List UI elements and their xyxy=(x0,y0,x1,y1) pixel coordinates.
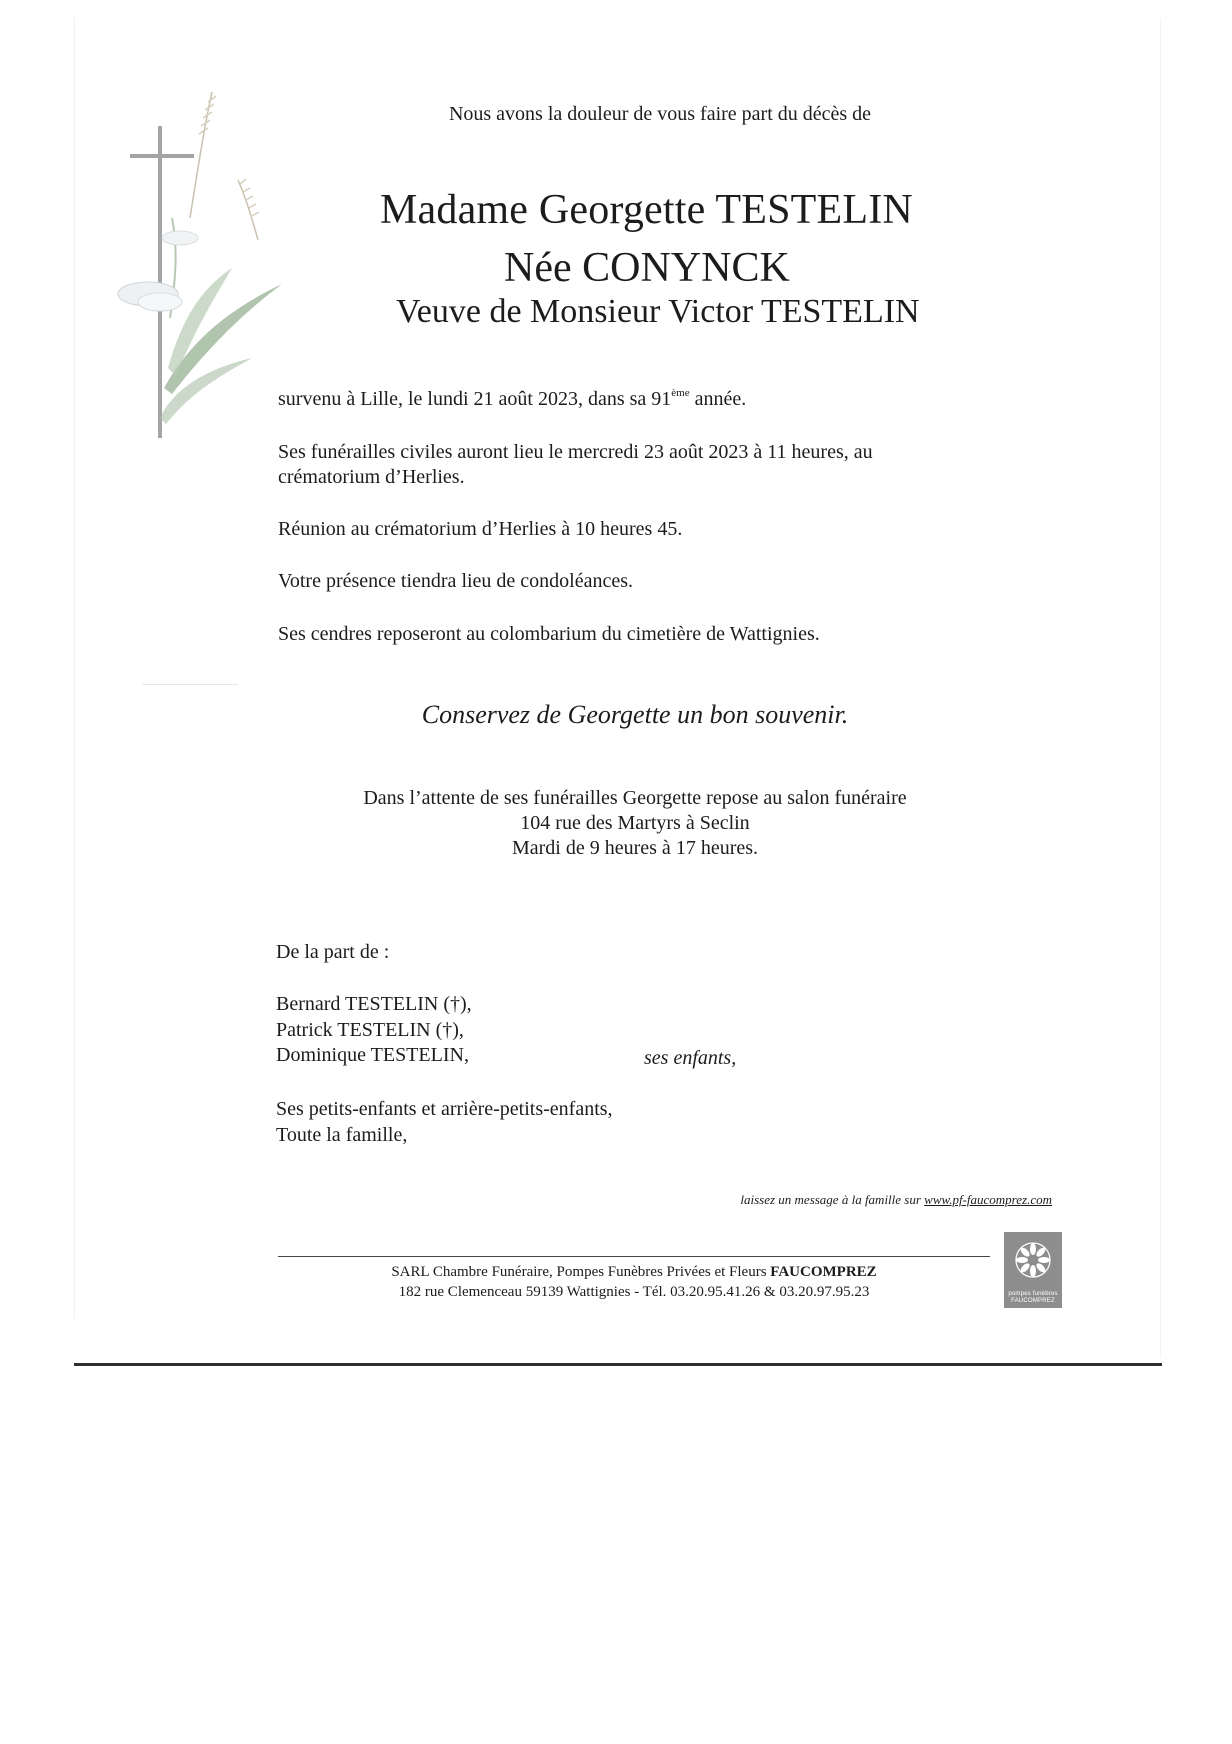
footer-divider xyxy=(278,1256,990,1257)
family-member: Dominique TESTELIN, xyxy=(276,1044,469,1066)
death-text-after: année. xyxy=(689,388,747,410)
funeral-line-2: crématorium d’Herlies. xyxy=(278,466,465,488)
logo-line-1: pompes funèbres xyxy=(1008,1291,1058,1297)
death-superscript: ème xyxy=(671,387,690,399)
funeral-parlor-info xyxy=(280,786,990,861)
widow-of: Veuve de Monsieur Victor TESTELIN xyxy=(396,293,920,330)
from-label: De la part de : xyxy=(276,941,390,963)
web-message-text: laissez un message à la famille sur xyxy=(740,1192,925,1207)
ashes-info: Ses cendres reposeront au colombarium du cimetière de Wattignies. xyxy=(278,623,820,645)
web-message-note xyxy=(520,1192,1052,1208)
salon-line-2: 104 rue des Martyrs à Seclin xyxy=(520,812,750,834)
company-description: SARL Chambre Funéraire, Pompes Funèbres Privées et Fleurs xyxy=(391,1264,771,1280)
maiden-name: Née CONYNCK xyxy=(504,245,790,291)
scan-edge-left xyxy=(74,18,75,1318)
company-info xyxy=(278,1262,990,1302)
deceased-name: Madame Georgette TESTELIN xyxy=(380,187,913,233)
children-relation: ses enfants, xyxy=(644,1047,737,1069)
wheat-stalks xyxy=(190,92,259,240)
website-link[interactable]: www.pf-faucomprez.com xyxy=(924,1192,1052,1207)
family-member: Patrick TESTELIN (†), xyxy=(276,1018,464,1041)
family-group: Ses petits-enfants et arrière-petits-enfants, xyxy=(276,1098,613,1120)
condolences-info: Votre présence tiendra lieu de condoléances. xyxy=(278,570,634,592)
scan-edge-right xyxy=(1160,18,1161,1358)
flower-logo-icon xyxy=(1013,1240,1053,1280)
salon-line-3: Mardi de 9 heures à 17 heures. xyxy=(511,837,759,859)
intro-text: Nous avons la douleur de vous faire part du décès de xyxy=(448,103,872,125)
children-list xyxy=(276,992,472,1069)
page-bottom-rule xyxy=(74,1363,1162,1366)
family-group: Toute la famille, xyxy=(276,1123,408,1146)
death-text-before: survenu à Lille, le lundi 21 août 2023, dans sa 91 xyxy=(278,388,672,410)
death-details xyxy=(278,387,746,412)
cross-lily-decoration xyxy=(112,88,302,468)
decorative-dash xyxy=(142,684,238,685)
salon-line-1: Dans l’attente de ses funérailles Georgette repose au salon funéraire xyxy=(363,787,907,809)
family-member: Bernard TESTELIN (†), xyxy=(276,993,472,1015)
company-address: 182 rue Clemenceau 59139 Wattignies - Tél. 03.20.95.41.26 & 03.20.97.95.23 xyxy=(398,1284,870,1300)
funeral-details xyxy=(278,440,978,490)
logo-line-2: FAUCOMPREZ xyxy=(1011,1298,1055,1304)
company-line-1 xyxy=(278,1262,990,1282)
company-logo xyxy=(1004,1232,1062,1308)
logo-text xyxy=(1004,1291,1062,1305)
funeral-line-1: Ses funérailles civiles auront lieu le mercredi 23 août 2023 à 11 heures, au xyxy=(278,441,873,463)
other-family-list xyxy=(276,1097,613,1148)
memorial-quote: Conservez de Georgette un bon souvenir. xyxy=(421,700,849,729)
meeting-info: Réunion au crématorium d’Herlies à 10 heures 45. xyxy=(278,518,683,540)
company-name: FAUCOMPREZ xyxy=(770,1264,877,1280)
lily-leaves xyxy=(160,218,282,424)
